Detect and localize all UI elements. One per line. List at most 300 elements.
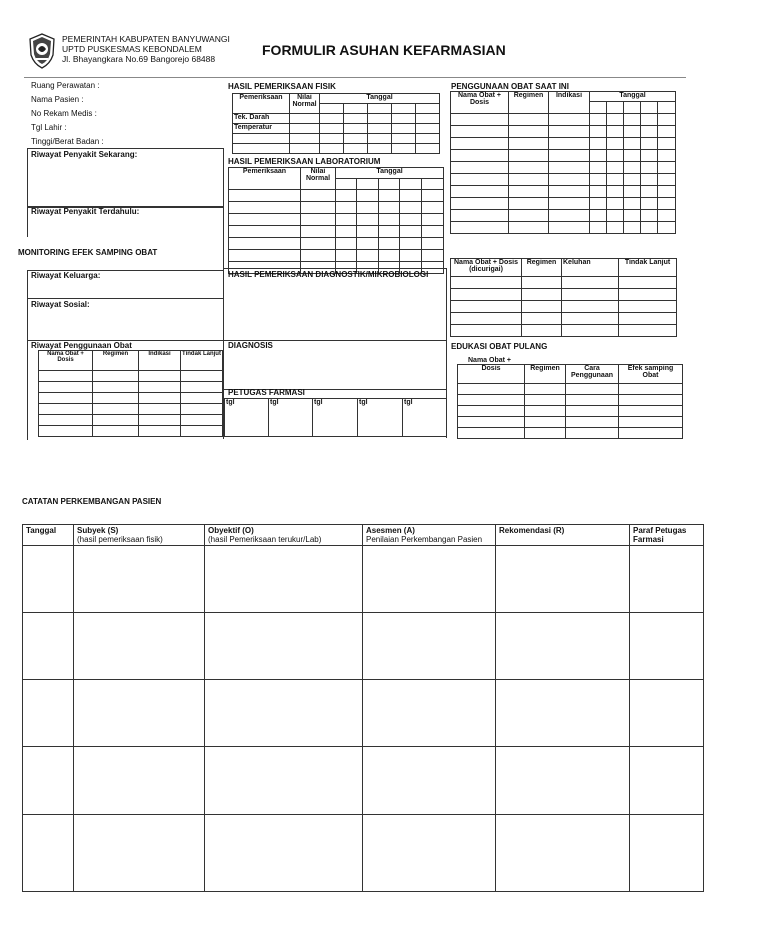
cell[interactable] [641, 210, 658, 222]
cell[interactable] [229, 202, 301, 214]
cell[interactable] [658, 114, 676, 126]
cell[interactable] [458, 384, 525, 395]
cell[interactable] [658, 138, 676, 150]
cell[interactable] [566, 428, 619, 439]
cell[interactable] [624, 150, 641, 162]
cell[interactable] [357, 250, 379, 262]
cell[interactable] [400, 250, 422, 262]
meso-table [450, 258, 677, 337]
cell[interactable] [229, 250, 301, 262]
cell[interactable] [549, 162, 590, 174]
table-row [23, 680, 704, 747]
cell[interactable] [566, 406, 619, 417]
table-row [23, 747, 704, 815]
cell[interactable] [336, 238, 357, 250]
cell[interactable] [451, 162, 509, 174]
cell[interactable] [607, 186, 624, 198]
cell[interactable] [630, 680, 704, 747]
cell[interactable] [290, 144, 320, 154]
cell[interactable] [229, 214, 301, 226]
col-indikasi: Indikasi [549, 92, 590, 114]
cell[interactable] [619, 289, 677, 301]
cell[interactable] [205, 546, 363, 613]
cell[interactable] [607, 162, 624, 174]
cell[interactable] [74, 815, 205, 892]
cell[interactable] [619, 313, 677, 325]
table-row [23, 613, 704, 680]
tgl-cell[interactable]: tgl [403, 399, 447, 437]
cell[interactable] [525, 428, 566, 439]
cell[interactable] [392, 114, 416, 124]
cell[interactable] [509, 126, 549, 138]
cell[interactable] [451, 289, 522, 301]
table-row [23, 815, 704, 892]
cell[interactable] [451, 186, 509, 198]
cell[interactable] [451, 277, 522, 289]
nama-pasien-label: Nama Pasien : [31, 95, 84, 104]
cell[interactable] [630, 546, 704, 613]
cell[interactable] [451, 210, 509, 222]
cell[interactable] [400, 238, 422, 250]
cell[interactable] [229, 226, 301, 238]
cell[interactable] [344, 144, 368, 154]
cell[interactable] [379, 202, 400, 214]
cell[interactable] [301, 214, 336, 226]
row-temperatur: Temperatur [233, 124, 290, 134]
cell[interactable] [368, 144, 392, 154]
cell[interactable] [93, 426, 139, 437]
cell[interactable] [392, 134, 416, 144]
cell[interactable] [233, 134, 290, 144]
diagnosis-heading: DIAGNOSIS [228, 341, 273, 350]
col-nama-obat-dicurigai: Nama Obat + Dosis (dicurigai) [451, 259, 522, 277]
cell[interactable] [562, 277, 619, 289]
cell[interactable] [139, 426, 181, 437]
cell[interactable] [624, 114, 641, 126]
cell[interactable] [23, 613, 74, 680]
cell [400, 179, 422, 190]
cell[interactable] [590, 126, 607, 138]
cell[interactable] [590, 162, 607, 174]
monitoring-heading: MONITORING EFEK SAMPING OBAT [18, 248, 158, 257]
cell[interactable] [451, 138, 509, 150]
cell[interactable] [549, 126, 590, 138]
cell[interactable] [290, 134, 320, 144]
cell[interactable] [422, 226, 444, 238]
cell[interactable] [562, 313, 619, 325]
cell[interactable] [658, 210, 676, 222]
petugas-heading: PETUGAS FARMASI [228, 388, 305, 397]
cell[interactable] [509, 150, 549, 162]
cell[interactable] [205, 747, 363, 815]
cell[interactable] [607, 150, 624, 162]
cell[interactable] [400, 226, 422, 238]
header-divider [24, 77, 686, 78]
cell[interactable] [320, 114, 344, 124]
petugas-table [224, 398, 447, 437]
cell[interactable] [422, 238, 444, 250]
cell[interactable] [320, 124, 344, 134]
col-nilai-normal: Nilai Normal [290, 94, 320, 114]
cell[interactable] [619, 417, 683, 428]
cell[interactable] [205, 815, 363, 892]
cell [422, 179, 444, 190]
cell[interactable] [205, 613, 363, 680]
cell[interactable] [422, 202, 444, 214]
cell[interactable] [379, 190, 400, 202]
cell[interactable] [549, 198, 590, 210]
cell[interactable] [641, 138, 658, 150]
cell[interactable] [93, 371, 139, 382]
cell[interactable] [590, 210, 607, 222]
cell[interactable] [607, 126, 624, 138]
col-obyektif: Obyektif (O) (hasil Pemeriksaan terukur/Lab) [205, 525, 363, 546]
cell[interactable] [641, 150, 658, 162]
cell[interactable] [525, 384, 566, 395]
cell[interactable] [229, 190, 301, 202]
cell[interactable] [624, 210, 641, 222]
cell[interactable] [658, 150, 676, 162]
cell[interactable] [624, 126, 641, 138]
cell[interactable] [357, 214, 379, 226]
cell[interactable] [566, 417, 619, 428]
cell[interactable] [336, 250, 357, 262]
col-nilai-normal: Nilai Normal [301, 168, 336, 190]
cell[interactable] [619, 395, 683, 406]
cell[interactable] [363, 680, 496, 747]
cell[interactable] [641, 126, 658, 138]
row-tek-darah: Tek. Darah [233, 114, 290, 124]
col-dosis: Dosis [458, 365, 525, 384]
cell[interactable] [496, 747, 630, 815]
lab-table [228, 167, 444, 274]
cell[interactable] [422, 214, 444, 226]
cell[interactable] [590, 174, 607, 186]
cell[interactable] [301, 238, 336, 250]
cell[interactable] [549, 186, 590, 198]
cell[interactable] [139, 415, 181, 426]
cell[interactable] [363, 747, 496, 815]
cell[interactable] [525, 417, 566, 428]
cell[interactable] [39, 415, 93, 426]
cell[interactable] [139, 371, 181, 382]
riwayat-dahulu-label: Riwayat Penyakit Terdahulu: [31, 207, 140, 216]
cell[interactable] [496, 546, 630, 613]
cell[interactable] [522, 289, 562, 301]
cell[interactable] [400, 202, 422, 214]
cell[interactable] [630, 747, 704, 815]
col-regimen: Regimen [525, 365, 566, 384]
cell[interactable] [357, 238, 379, 250]
penggunaan-heading: PENGGUNAAN OBAT SAAT INI [451, 82, 569, 91]
cell[interactable] [451, 114, 509, 126]
cell[interactable] [368, 124, 392, 134]
cell[interactable] [39, 393, 93, 404]
cell[interactable] [619, 384, 683, 395]
cell[interactable] [74, 613, 205, 680]
cell[interactable] [458, 406, 525, 417]
cell[interactable] [344, 124, 368, 134]
cell[interactable] [74, 680, 205, 747]
cell[interactable] [344, 114, 368, 124]
cell[interactable] [451, 174, 509, 186]
cell[interactable] [630, 815, 704, 892]
cell[interactable] [458, 428, 525, 439]
cell[interactable] [451, 313, 522, 325]
cell[interactable] [624, 198, 641, 210]
cell[interactable] [363, 815, 496, 892]
cell[interactable] [562, 289, 619, 301]
cell[interactable] [93, 415, 139, 426]
cell[interactable] [522, 313, 562, 325]
cell[interactable] [641, 162, 658, 174]
cell[interactable] [658, 222, 676, 234]
cell[interactable] [139, 404, 181, 415]
cell[interactable] [368, 114, 392, 124]
cell[interactable] [74, 546, 205, 613]
cell[interactable] [301, 202, 336, 214]
cell[interactable] [590, 150, 607, 162]
cell[interactable] [379, 214, 400, 226]
cell[interactable] [509, 210, 549, 222]
col-tindak-lanjut: Tindak Lanjut [619, 259, 677, 277]
cell[interactable] [392, 124, 416, 134]
cell[interactable] [522, 301, 562, 313]
cell[interactable] [336, 214, 357, 226]
cell[interactable] [23, 747, 74, 815]
cell [368, 104, 392, 114]
cell[interactable] [641, 186, 658, 198]
cell[interactable] [619, 428, 683, 439]
cell[interactable] [229, 238, 301, 250]
cell[interactable] [549, 114, 590, 126]
cell[interactable] [607, 222, 624, 234]
cell[interactable] [566, 395, 619, 406]
cell[interactable] [509, 162, 549, 174]
cell[interactable] [522, 277, 562, 289]
cell[interactable] [509, 198, 549, 210]
tgl-lahir-label: Tgl Lahir : [31, 123, 67, 132]
cell[interactable] [422, 190, 444, 202]
cell[interactable] [590, 114, 607, 126]
cell[interactable] [39, 426, 93, 437]
cell[interactable] [336, 226, 357, 238]
cell[interactable] [624, 138, 641, 150]
riwayat-obat-label: Riwayat Penggunaan Obat [31, 341, 132, 350]
cell[interactable] [562, 325, 619, 337]
cell[interactable] [139, 382, 181, 393]
cell[interactable] [233, 144, 290, 154]
col-tanggal: Tanggal [590, 92, 676, 102]
cell[interactable] [379, 238, 400, 250]
cell[interactable] [181, 415, 223, 426]
cell[interactable] [422, 250, 444, 262]
cell[interactable] [181, 393, 223, 404]
cell[interactable] [357, 202, 379, 214]
cell[interactable] [344, 134, 368, 144]
cell[interactable] [607, 138, 624, 150]
cell[interactable] [451, 150, 509, 162]
cell[interactable] [23, 815, 74, 892]
cell [357, 179, 379, 190]
cell[interactable] [74, 747, 205, 815]
cell[interactable] [301, 226, 336, 238]
cell[interactable] [607, 114, 624, 126]
cell[interactable] [590, 198, 607, 210]
divider [224, 268, 446, 269]
catatan-table [22, 524, 704, 892]
cell[interactable] [590, 186, 607, 198]
cell[interactable] [525, 406, 566, 417]
cell[interactable] [624, 222, 641, 234]
cell[interactable] [416, 134, 440, 144]
divider [27, 340, 28, 440]
cell[interactable] [392, 144, 416, 154]
cell[interactable] [39, 404, 93, 415]
cell[interactable] [336, 190, 357, 202]
cell[interactable] [658, 126, 676, 138]
cell[interactable] [525, 395, 566, 406]
cell[interactable] [181, 404, 223, 415]
cell[interactable] [205, 680, 363, 747]
cell[interactable] [607, 198, 624, 210]
cell [392, 104, 416, 114]
cell[interactable] [301, 250, 336, 262]
cell[interactable] [624, 174, 641, 186]
cell[interactable] [451, 198, 509, 210]
cell[interactable] [566, 384, 619, 395]
cell[interactable] [641, 198, 658, 210]
tgl-cell[interactable]: tgl [313, 399, 358, 437]
cell[interactable] [320, 134, 344, 144]
form-title: FORMULIR ASUHAN KEFARMASIAN [262, 42, 506, 58]
cell[interactable] [619, 406, 683, 417]
col-regimen: Regimen [522, 259, 562, 277]
cell[interactable] [549, 138, 590, 150]
cell[interactable] [549, 222, 590, 234]
cell[interactable] [562, 301, 619, 313]
cell[interactable] [641, 114, 658, 126]
fisik-heading: HASIL PEMERIKSAAN FISIK [228, 82, 336, 91]
cell[interactable] [451, 325, 522, 337]
cell[interactable] [658, 162, 676, 174]
cell[interactable] [368, 134, 392, 144]
col-rekomendasi: Rekomendasi (R) [496, 525, 630, 546]
col-cara-penggunaan: Cara Penggunaan [566, 365, 619, 384]
edukasi-col-nama-top: Nama Obat + [468, 357, 511, 364]
cell[interactable] [290, 124, 320, 134]
cell[interactable] [549, 174, 590, 186]
cell[interactable] [641, 174, 658, 186]
cell[interactable] [630, 613, 704, 680]
cell [624, 102, 641, 114]
cell[interactable] [139, 393, 181, 404]
cell[interactable] [458, 395, 525, 406]
cell[interactable] [93, 404, 139, 415]
cell[interactable] [624, 186, 641, 198]
cell[interactable] [607, 174, 624, 186]
cell[interactable] [619, 325, 677, 337]
cell[interactable] [522, 325, 562, 337]
divider [27, 270, 28, 340]
cell[interactable] [509, 114, 549, 126]
cell[interactable] [93, 382, 139, 393]
cell[interactable] [509, 174, 549, 186]
cell [590, 102, 607, 114]
divider [27, 207, 28, 237]
cell[interactable] [23, 546, 74, 613]
cell[interactable] [509, 222, 549, 234]
cell[interactable] [357, 226, 379, 238]
cell[interactable] [607, 210, 624, 222]
cell[interactable] [416, 124, 440, 134]
cell[interactable] [23, 680, 74, 747]
cell[interactable] [39, 382, 93, 393]
cell[interactable] [320, 144, 344, 154]
col-tanggal: Tanggal [23, 525, 74, 546]
cell[interactable] [416, 114, 440, 124]
cell[interactable] [509, 186, 549, 198]
cell[interactable] [619, 301, 677, 313]
cell[interactable] [619, 277, 677, 289]
cell[interactable] [400, 190, 422, 202]
col-nama-obat: Nama Obat + Dosis [39, 351, 93, 371]
cell[interactable] [451, 126, 509, 138]
col-regimen: Regimen [509, 92, 549, 114]
cell[interactable] [181, 371, 223, 382]
cell [658, 102, 676, 114]
cell[interactable] [496, 680, 630, 747]
cell[interactable] [93, 393, 139, 404]
cell[interactable] [658, 174, 676, 186]
cell[interactable] [549, 150, 590, 162]
cell[interactable] [181, 382, 223, 393]
cell[interactable] [451, 301, 522, 313]
cell[interactable] [496, 815, 630, 892]
tgl-cell[interactable]: tgl [269, 399, 313, 437]
cell[interactable] [590, 222, 607, 234]
cell[interactable] [509, 138, 549, 150]
cell[interactable] [400, 214, 422, 226]
cell[interactable] [458, 417, 525, 428]
cell[interactable] [357, 190, 379, 202]
cell[interactable] [641, 222, 658, 234]
cell[interactable] [379, 226, 400, 238]
cell[interactable] [624, 162, 641, 174]
cell[interactable] [416, 144, 440, 154]
cell[interactable] [336, 202, 357, 214]
cell[interactable] [363, 546, 496, 613]
edukasi-table [457, 364, 683, 439]
cell[interactable] [658, 198, 676, 210]
divider [27, 298, 224, 299]
cell[interactable] [451, 222, 509, 234]
cell[interactable] [363, 613, 496, 680]
org-line-1: PEMERINTAH KABUPATEN BANYUWANGI [62, 34, 230, 44]
cell[interactable] [590, 138, 607, 150]
cell[interactable] [301, 190, 336, 202]
cell[interactable] [379, 250, 400, 262]
cell[interactable] [549, 210, 590, 222]
cell[interactable] [658, 186, 676, 198]
diagnostik-heading: HASIL PEMERIKSAAN DIAGNOSTIK/MIKROBIOLOGI [228, 270, 429, 279]
cell[interactable] [496, 613, 630, 680]
cell[interactable] [181, 426, 223, 437]
tgl-cell[interactable]: tgl [358, 399, 403, 437]
cell[interactable] [39, 371, 93, 382]
tgl-cell[interactable]: tgl [225, 399, 269, 437]
cell[interactable] [290, 114, 320, 124]
